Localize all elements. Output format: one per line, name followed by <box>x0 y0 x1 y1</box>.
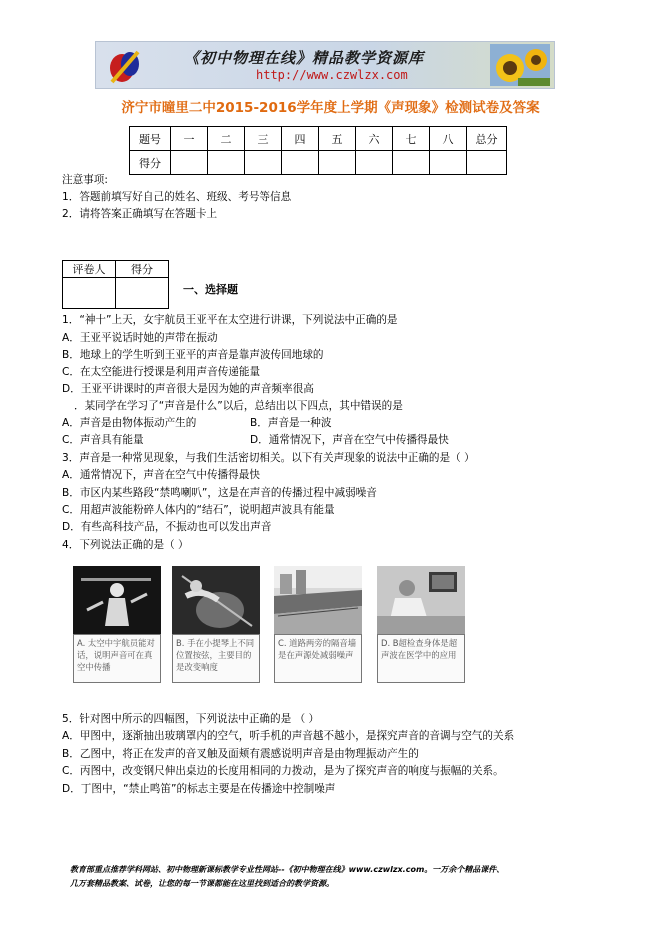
banner-title: 《初中物理在线》精品教学资源库 <box>184 49 425 67</box>
section-title: 一、选择题 <box>183 283 238 296</box>
figure-d-caption: D. B超检查身体是超声波在医学中的应用 <box>377 634 465 683</box>
figure-b-caption: B. 手在小提琴上不同位置按弦，主要目的是改变响度 <box>172 634 260 683</box>
question-3-option-d: D．有些高科技产品，不振动也可以发出声音 <box>62 521 272 533</box>
score-header-cell: 六 <box>356 127 393 151</box>
sunflower-icon <box>490 44 550 86</box>
question-5-option-a: A．甲图中，逐渐抽出玻璃罩内的空气，听手机的声音越不越小，是探究声音的音调与空气的关系 <box>62 730 515 742</box>
question-3-option-b: B．市区内某些路段“禁鸣喇叭”，这是在声音的传播过程中减弱噪音 <box>62 487 377 499</box>
question-1-option-b: B．地球上的学生听到王亚平的声音是靠声波传回地球的 <box>62 349 324 361</box>
banner-url: http://www.czwlzx.com <box>256 68 408 82</box>
score-header-cell: 八 <box>430 127 467 151</box>
score-row-label: 得分 <box>130 151 171 175</box>
grader-cell <box>63 278 116 309</box>
score-cell <box>393 151 430 175</box>
score-cell <box>430 151 467 175</box>
question-3-option-c: C．用超声波能粉碎人体内的“结石”，说明超声波具有能量 <box>62 504 335 516</box>
document-title: 济宁市曈里二中2015-2016学年度上学期《声现象》检测试卷及答案 <box>121 100 540 116</box>
score-cell <box>356 151 393 175</box>
notes-heading: 注意事项: <box>62 174 108 186</box>
question-5-option-b: B．乙图中，将正在发声的音叉触及面颊有震感说明声音是由物理振动产生的 <box>62 748 419 760</box>
question-4-stem: 4．下列说法正确的是（ ） <box>62 539 189 551</box>
score-cell <box>245 151 282 175</box>
grader-score-label: 得分 <box>116 261 169 278</box>
figure-a <box>73 566 161 685</box>
figure-c-caption: C. 道路两旁的隔音墙是在声源处减弱噪声 <box>274 634 362 683</box>
violin-photo <box>172 566 260 634</box>
grader-table <box>62 260 169 309</box>
figure-b <box>172 566 260 685</box>
question-5-option-c: C．丙图中，改变钢尺伸出桌边的长度用相同的力拨动，是为了探究声音的响度与振幅的关系。 <box>62 765 504 777</box>
question-2-option-d: D．通常情况下，声音在空气中传播得最快 <box>250 434 449 446</box>
header-banner <box>95 41 555 89</box>
score-cell <box>467 151 507 175</box>
score-header-cell: 题号 <box>130 127 171 151</box>
b-ultrasound-photo <box>377 566 465 634</box>
figure-d <box>377 566 465 685</box>
question-2-option-a: A．声音是由物体振动产生的 <box>62 417 197 429</box>
question-1-option-c: C．在太空能进行授课是利用声音传递能量 <box>62 366 261 378</box>
score-cell <box>282 151 319 175</box>
score-cell <box>171 151 208 175</box>
score-header-cell: 二 <box>208 127 245 151</box>
question-2-option-c: C．声音具有能量 <box>62 434 144 446</box>
question-1-stem: 1．“神十”上天，女宇航员王亚平在太空进行讲课，下列说法中正确的是 <box>62 314 398 326</box>
grader-score-cell <box>116 278 169 309</box>
question-5-stem: 5．针对图中所示的四幅图，下列说法中正确的是 （ ） <box>62 713 320 725</box>
figure-a-caption: A. 太空中宇航员能对话，说明声音可在真空中传播 <box>73 634 161 683</box>
question-5-option-d: D．丁图中，“禁止鸣笛”的标志主要是在传播途中控制噪声 <box>62 783 336 795</box>
footer-line-1: 教育部重点推荐学科网站、初中物理新课标教学专业性网站--《初中物理在线》www.czwlzx.com。一万余个精品课件、 <box>70 865 505 874</box>
question-2-option-b: B．声音是一种波 <box>250 417 332 429</box>
question-1-option-d: D．王亚平讲课时的声音很大是因为她的声音频率很高 <box>62 383 314 395</box>
question-3-stem: 3．声音是一种常见现象，与我们生活密切相关。以下有关声现象的说法中正确的是（ ） <box>62 452 475 464</box>
score-header-cell: 三 <box>245 127 282 151</box>
footer-line-2: 几万套精品教案、试卷，让您的每一节课都能在这里找到适合的教学资源。 <box>70 879 334 888</box>
score-header-cell: 七 <box>393 127 430 151</box>
figure-c <box>274 566 362 685</box>
score-header-cell: 四 <box>282 127 319 151</box>
score-cell <box>319 151 356 175</box>
score-table <box>129 126 507 175</box>
grader-label: 评卷人 <box>63 261 116 278</box>
question-2-stem: ．某同学在学习了“声音是什么”以后，总结出以下四点，其中错误的是 <box>74 400 403 412</box>
score-header-cell: 一 <box>171 127 208 151</box>
site-logo-icon <box>108 46 142 84</box>
notes-item: 2．请将答案正确填写在答题卡上 <box>62 208 218 220</box>
sound-barrier-photo <box>274 566 362 634</box>
score-cell <box>208 151 245 175</box>
score-header-cell: 五 <box>319 127 356 151</box>
notes-item: 1．答题前填写好自己的姓名、班级、考号等信息 <box>62 191 292 203</box>
astronaut-photo <box>73 566 161 634</box>
score-header-cell: 总分 <box>467 127 507 151</box>
question-1-option-a: A．王亚平说话时她的声带在振动 <box>62 332 218 344</box>
question-3-option-a: A．通常情况下，声音在空气中传播得最快 <box>62 469 260 481</box>
